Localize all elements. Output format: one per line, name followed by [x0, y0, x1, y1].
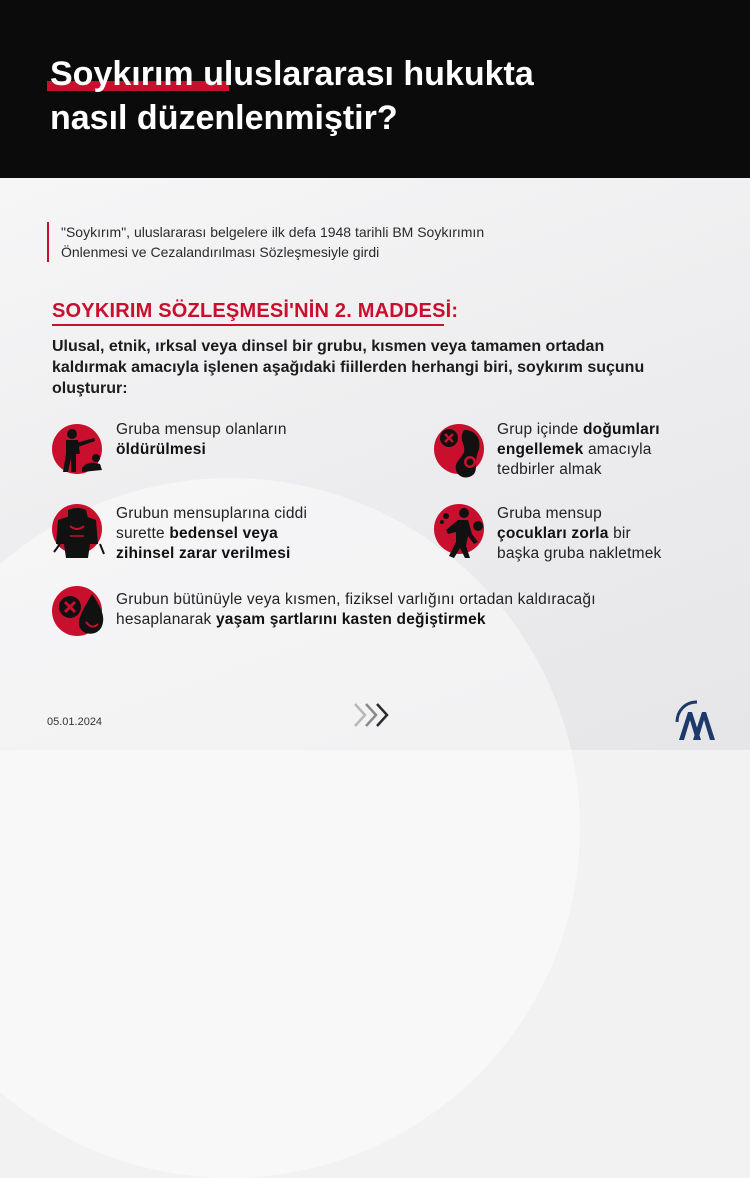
- intro-line-2: Önlenmesi ve Cezalandırılması Sözleşmesiyle girdi: [61, 244, 380, 260]
- item-harm-part-1: Grubun mensuplarına ciddi: [116, 505, 308, 522]
- item-harm-part-3: bedensel veya: [169, 525, 278, 542]
- item-killing-part-1: Gruba mensup olanların: [116, 421, 287, 438]
- item-child-transfer-part-4: başka gruba nakletmek: [497, 545, 662, 562]
- lead-text: Ulusal, etnik, ırksal veya dinsel bir grubu, kısmen veya tamamen ortadan kaldırmak amacıyla işlenen aşağıdaki fiillerden herhangi biri, soykırım suçunu oluşturur:: [52, 338, 645, 397]
- item-living-conditions-text: [116, 590, 676, 630]
- section-title: SOYKIRIM SÖZLEŞMESİ'NİN 2. MADDESİ:: [52, 300, 459, 322]
- intro-text: [47, 222, 581, 262]
- title-line-1: Soykırım uluslararası hukukta: [50, 55, 534, 93]
- birth-prevention-icon: [434, 424, 484, 474]
- item-birth-prevention-part-2: doğumları: [582, 421, 660, 438]
- killing-icon: [52, 424, 102, 474]
- chevron-right-icon: [352, 700, 398, 735]
- living-conditions-icon: [52, 586, 102, 636]
- item-living-conditions-part-2: hesaplanarak: [116, 611, 212, 628]
- item-killing-text: [116, 420, 356, 460]
- item-living-conditions-part-1: Grubun bütünüyle veya kısmen, fiziksel varlığını ortadan kaldıracağı: [116, 591, 596, 608]
- header-banner: [0, 0, 750, 178]
- title-line-2: nasıl düzenlenmiştir?: [50, 99, 398, 137]
- aa-logo: [675, 700, 719, 747]
- item-child-transfer-text: [497, 504, 717, 564]
- item-child-transfer-part-1: Gruba mensup: [497, 505, 602, 522]
- page-title: [50, 52, 690, 140]
- item-birth-prevention-part-3: engellemek: [497, 441, 584, 458]
- item-birth-prevention-part-1: Grup içinde: [497, 421, 579, 438]
- item-child-transfer-part-3: bir: [613, 525, 631, 542]
- child-transfer-icon: [434, 504, 484, 554]
- publish-date: 05.01.2024: [47, 716, 103, 728]
- item-birth-prevention-text: [497, 420, 717, 480]
- item-killing-part-2: öldürülmesi: [116, 441, 207, 458]
- item-birth-prevention-part-5: tedbirler almak: [497, 461, 602, 478]
- item-living-conditions-part-3: yaşam şartlarını kasten değiştirmek: [215, 611, 486, 628]
- item-birth-prevention-part-4: amacıyla: [587, 441, 652, 458]
- section-underline: [52, 324, 444, 326]
- item-harm-text: [116, 504, 376, 564]
- intro-line-1: "Soykırım", uluslararası belgelere ilk defa 1948 tarihli BM Soykırımın: [61, 224, 485, 240]
- logo-text: AA: [697, 730, 699, 731]
- harm-icon: [52, 504, 102, 554]
- item-harm-part-4: zihinsel zarar verilmesi: [116, 545, 291, 562]
- item-child-transfer-part-2: çocukları zorla: [497, 525, 609, 542]
- item-harm-part-2: surette: [116, 525, 165, 542]
